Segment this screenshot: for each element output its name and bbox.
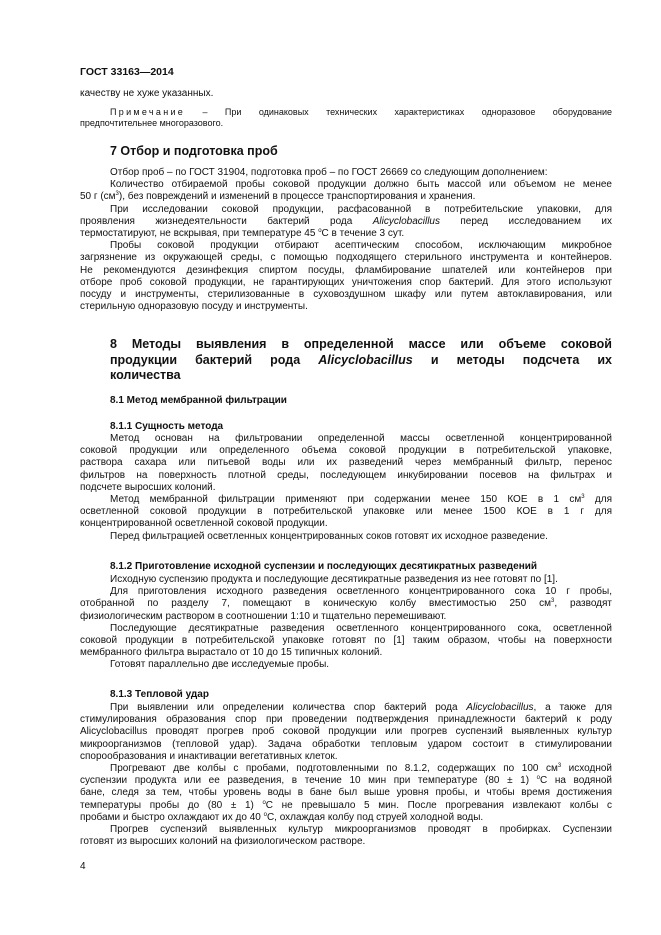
subsection-8-1-3-body [80,702,612,848]
text-run: перед исследованием их [439,215,612,227]
superscript: 3 [115,191,119,198]
subsection-8-1-2-heading: 8.1.2 Приготовление исходной суспензии и последующих десятикратных разведений [110,561,538,572]
paragraph: Готовят параллельно две исследуемые пробы. [110,659,330,671]
superscript: 3 [550,598,555,605]
paragraph-line [80,216,612,228]
genus-name: Alicyclobacillus [372,215,440,227]
superscript: o [318,228,322,235]
paragraph-line [80,775,612,787]
superscript: 3 [581,494,585,501]
genus-name: Alicyclobacillus [466,702,534,713]
text-run: продукции бактерий рода [110,352,319,367]
text-run: Метод мембранной фильтрации применяют при содержании менее 150 КОЕ в 1 см [110,494,582,506]
text-run: С на водяной [540,775,612,787]
text-run: С, охлаждая колбу под струей холодной воды. [266,811,484,823]
genus-name: Alicyclobacillus [318,352,413,367]
paragraph-line [80,812,612,824]
text-run: и методы подсчета их [412,352,612,367]
paragraph-line [80,228,612,240]
text-run: , а также для [533,702,612,713]
paragraph-line: Пробы соковой продукции отбирают асептическим способом, исключающим микробное [110,240,612,252]
subsection-8-1-3-heading: 8.1.3 Тепловой удар [110,689,209,700]
paragraph-line [80,598,612,610]
page-number: 4 [80,861,86,872]
paragraph-line: Последующие десятикратные разведения осветленного концентрированного сока, осветленной [110,622,612,634]
text-run: Прогревают две колбы с пробами, подготовленными по 8.1.2, содержащих по 100 см [110,763,558,775]
text-run: С в течение 3 сут. [321,228,405,240]
superscript: o [262,799,266,806]
paragraph-line: Метод основан на фильтровании определенной массы осветленной концентрированной [110,433,612,444]
intro-text: качеству не хуже указанных. [80,88,214,99]
paragraph-line: осветленной соковой продукции в потребительской упаковке или менее 1500 КОЕ в 1 г для [80,506,612,518]
heading-line: количества [110,368,181,382]
text-run: 50 г (см [80,191,116,203]
text-run: пробами и быстро охлаждают их до 40 [80,811,264,823]
paragraph-line: загрязнение из окружающей среды, с помощью подходящего стерильного инструмента и контейнеров. [80,252,612,264]
paragraph-line: стерильную одноразовую посуду и инструменты. [80,301,308,313]
paragraph-line: Не рекомендуются дезинфекция спиртом посуды, фламбирование шпателей или контейнеров при [80,264,612,276]
paragraph: Отбор проб – по ГОСТ 31904, подготовка проб – по ГОСТ 26669 со следующим дополнением: [110,167,548,178]
text-run: С не превышало 5 мин. После прогревания извлекают колбы с [265,799,613,811]
note-line-1 [80,107,612,118]
superscript: o [263,811,267,818]
note-text: – При одинаковых технических характеристиках одноразовое оборудование [185,107,612,117]
subsection-8-1-1-body [80,433,612,543]
superscript: o [536,775,541,782]
paragraph-line: посуду и инструменты, стерилизованные в суховоздушном шкафу или путем автоклавирования, или [80,289,612,301]
paragraph-line: отборе проб соковой продукции, не гарантирующих уничтожения спор бактерий. Для этого используют [80,276,612,288]
paragraph-line: спорообразования и инактивации вегетативных клеток. [80,750,338,762]
paragraph-line [80,800,612,812]
paragraph-line: соковой продукции в потребительской упаковке готовят по [1] таким образом, чтобы на поверхности [80,635,612,647]
section-8-heading [110,337,612,384]
document-code: ГОСТ 33163—2014 [80,66,174,78]
text-run: При выявлении или определении количества спор бактерий рода [110,702,467,713]
subsection-8-1-heading: 8.1 Метод мембранной фильтрации [110,395,287,406]
paragraph-line: Количество отбираемой пробы соковой продукции должно быть массой или объемом не менее [110,179,612,191]
paragraph-line: фильтров на поверхность плотной среды, последующем инкубировании посевов на фильтрах и [80,469,612,481]
paragraph-line: микроорганизмов (тепловой удар). Задача обработки тепловым ударом состоит в стимулировании [80,738,612,750]
paragraph: Перед фильтрацией осветленных концентрированных соков готовят их исходное разведение. [110,530,548,542]
superscript: 3 [557,763,562,770]
text-run: ), без повреждений и изменений в процессе транспортирования и хранения. [118,191,476,203]
text-run: исходной [561,763,612,775]
text-run: отобранной по разделу 7, помещают в коническую колбу вместимостью 250 см [80,598,551,610]
paragraph-line: концентрированной осветленной соковой продукции. [80,518,328,530]
paragraph-line [80,702,612,714]
paragraph-line: стимулирования образования спор при проведении подтверждения принадлежности бактерий к роду [80,714,612,726]
paragraph-line: Для приготовления исходного разведения осветленного концентрированного сока 10 г пробы, [110,586,612,598]
text-run: суспензии продукта или ее разведения, в течение 10 мин при температуре (80 ± 1) [80,775,537,787]
text-run: , разводят [554,598,612,610]
heading-line: 8 Методы выявления в определенной массе или объеме соковой [110,337,612,351]
paragraph: Исходную суспензию продукта и последующие десятикратные разведения из нее готовят по [1]. [110,574,558,585]
text-run: термостатируют, не вскрывая, при температуре 45 [80,228,319,240]
subsection-8-1-1-heading: 8.1.1 Сущность метода [110,421,224,432]
paragraph-line [80,494,612,506]
paragraph-line: соковой продукции или определенного объема соковой продукции в потребительской упаковке, [80,445,612,457]
text-run: проявления жизнедеятельности бактерий рода [80,215,373,227]
text-run: для [584,494,612,506]
paragraph-line [80,763,612,775]
text-run: температуры пробы до (80 ± 1) [80,799,263,811]
subsection-8-1-2-body [80,574,612,672]
section-7-heading: 7 Отбор и подготовка проб [110,144,278,158]
note-label: Примечание [110,107,186,117]
paragraph-line: готовят из выросших колоний на физиологическом растворе. [80,836,366,848]
paragraph-line: При исследовании соковой продукции, расфасованной в потребительские упаковки, для [110,203,612,215]
note-line-2: предпочтительнее многоразового. [80,118,224,128]
heading-line [110,353,612,369]
paragraph-line: Прогрев суспензий выявленных культур микроорганизмов проводят в пробирках. Суспензии [110,824,612,836]
section-7-body [80,167,612,313]
paragraph-line: мембранного фильтра вырастало от 10 до 15 типичных колоний. [80,647,383,659]
paragraph-line: подсчете выросших колоний. [80,481,216,493]
paragraph-line [80,191,612,203]
paragraph-line: бане, следя за тем, чтобы уровень воды в бане был выше уровня пробы, и чтобы время достижения [80,787,612,799]
paragraph-line: физиологическим раствором в соотношении 1:10 и тщательно перемешивают. [80,610,447,622]
note-block [80,107,612,129]
paragraph-line: раствора сахара или питьевой воды или их разведений через мембранный фильтр, перенос [80,457,612,469]
paragraph-line: Alicyclobacillus проводят прогрев проб соковой продукции или прогрев суспензий выявленных культур [80,726,612,738]
